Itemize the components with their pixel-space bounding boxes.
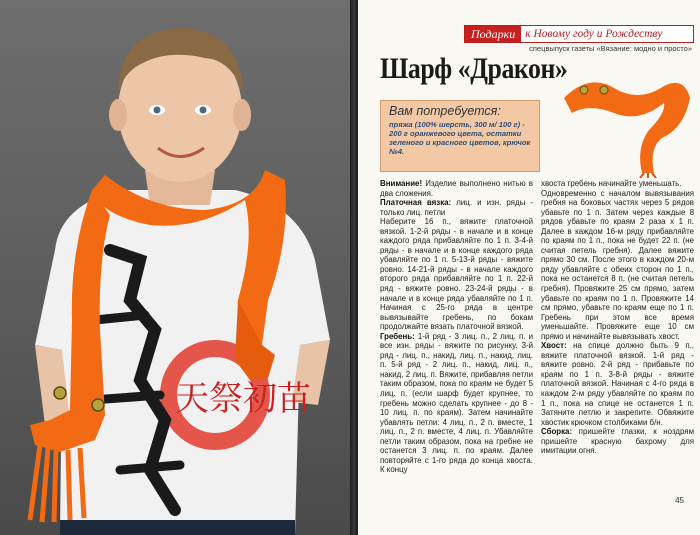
scarf-eye-left <box>54 387 66 399</box>
paragraph-label: Платочная вязка: <box>380 198 452 208</box>
paragraph <box>380 217 533 332</box>
paragraph <box>541 179 694 189</box>
instructions-column-right <box>541 179 694 499</box>
paragraph <box>541 341 694 427</box>
text-page <box>358 0 700 535</box>
left-ear <box>109 99 127 131</box>
section-header <box>464 25 694 43</box>
paragraph-text: Одновременно с началом вывязывания гребня на боковых частях через 5 рядов убавьте по 1 п. Затем через каждые 8 рядов убавьте по краям 2 раза х 1 п. Далее в каждом 16-м ряду прибавляйте по краям по 1 п., пока не будет 22 п. (не считая петель гребня). Далее вяжите прямо 30 см. После этого в каждом 20-м ряду убавляйте с обеих сторон по 1 п., пока не останется 8 п. (не считая петель гребня). Провяжите 25 см прямо, затем убавьте по краям по 1 п. Провяжите 14 см прямо, убавьте по краям еще по 1 п. Гребень при этом все время уменьшайте. Провяжите еще 10 см прямо и начинайте вывязывать хвост. <box>541 188 694 341</box>
materials-body: пряжа (100% шерсть, 300 м/ 100 г) - 200 г оранжевого цвета, остатки зеленого и красного цветов, крючок №4. <box>389 120 531 156</box>
instructions <box>380 179 694 499</box>
paragraph-text: на спице должно быть 9 п., вяжите платочной вязкой. 1-й ряд - вяжите ровно. 2-й ряд - прибавьте по краям по 1 п. 3-8-й ряды - вяжите платочной вязкой. Начиная с 4-го ряда в каждом 2-м ряду убавляйте по краям по 1 п., пока на спице не останется 1 п. Затяните петлю и закрепите. Обвяжите хвостик крючком столбиками б/н. <box>541 341 694 427</box>
paragraph <box>541 427 694 456</box>
materials-heading: Вам потребуется: <box>389 104 501 118</box>
shirt-kanji: 天祭初苗 <box>175 379 311 419</box>
section-tag: Подарки <box>465 26 521 42</box>
book-spine <box>350 0 358 535</box>
paragraph-text: Наберите 16 п., вяжите платочной вязкой. 1-2-й ряды - в начале и в конце каждого ряда прибавляйте по 1 п. 3-4-й ряды - в начале и в конце каждого ряда убавляйте по 1 п. 5-13-й ряды - вяжите ровно. 14-21-й ряды - в начале каждого второго ряда прибавляйте по 1 п. 22-й ряд - вяжите ровно. 23-24-й ряды - в начале и в конце ряда убавляйте по 1 п. Начиная с 25-го ряда в центре вывязывайте гребень, по бокам продолжайте вязать платочной вязкой. <box>380 217 533 332</box>
scarf-product-image <box>544 68 694 178</box>
instructions-column-left <box>380 179 533 499</box>
scarf-product-eye <box>580 86 588 94</box>
right-ear <box>233 99 251 131</box>
paragraph <box>380 198 533 217</box>
scarf-eye-right <box>92 399 104 411</box>
paragraph-text: хвоста гребень начинайте уменьшать. <box>541 179 682 188</box>
page-title: Шарф «Дракон» <box>380 52 568 85</box>
paragraph-label: Сборка: <box>541 427 573 437</box>
paragraph-text: лиц. и изн. ряды - только лиц. петли <box>380 198 533 217</box>
section-title: к Новому году и Рождеству <box>525 28 663 40</box>
paragraph-text: 1-й ряд - 3 лиц. п., 2 лиц. п. и все изн. ряды - вяжите по рисунку. 3-й ряд - лиц. п., накид, лиц. п., накид, лиц. п. 5-й ряд - 2 лиц. п., накид, лиц. п., накид, 2 лиц. п. Вяжите, прибавляя петли таким образом, пока по краям не будет 5 лиц. п. (если шарф будет крупнее, то гребень можно сделать крупнее - до 8 - 10 лиц. п. по краям). Затем начинайте убавлять петли: 4 лиц. п., 2 п. вместе, 1 лиц. п., 2 п. вместе, 4 лиц. п. Убавляйте петли таким образом, пока на гребне не останется 3 лиц. п. по краям. Далее повторяйте с 1-го ряда до конца хвоста. К концу <box>380 331 533 475</box>
paragraph-text: Изделие выполнено нитью в два сложения. <box>380 179 533 198</box>
materials-box <box>380 100 540 172</box>
paragraph-label: Гребень: <box>380 331 415 341</box>
paragraph <box>380 179 533 198</box>
paragraph-text: пришейте глазки, к ноздрям пришейте красную бахрому для имитации огня. <box>541 427 694 456</box>
scarf-product-body <box>564 82 690 173</box>
paragraph <box>541 189 694 342</box>
scarf-product-fringe <box>640 173 656 178</box>
jeans <box>60 520 295 535</box>
paragraph-label: Внимание! <box>380 179 423 188</box>
paragraph <box>380 332 533 475</box>
publication-subheader: спецвыпуск газеты «Вязание: модно и просто» <box>529 44 692 53</box>
paragraph-label: Хвост: <box>541 341 567 351</box>
page-number: 45 <box>675 496 684 505</box>
